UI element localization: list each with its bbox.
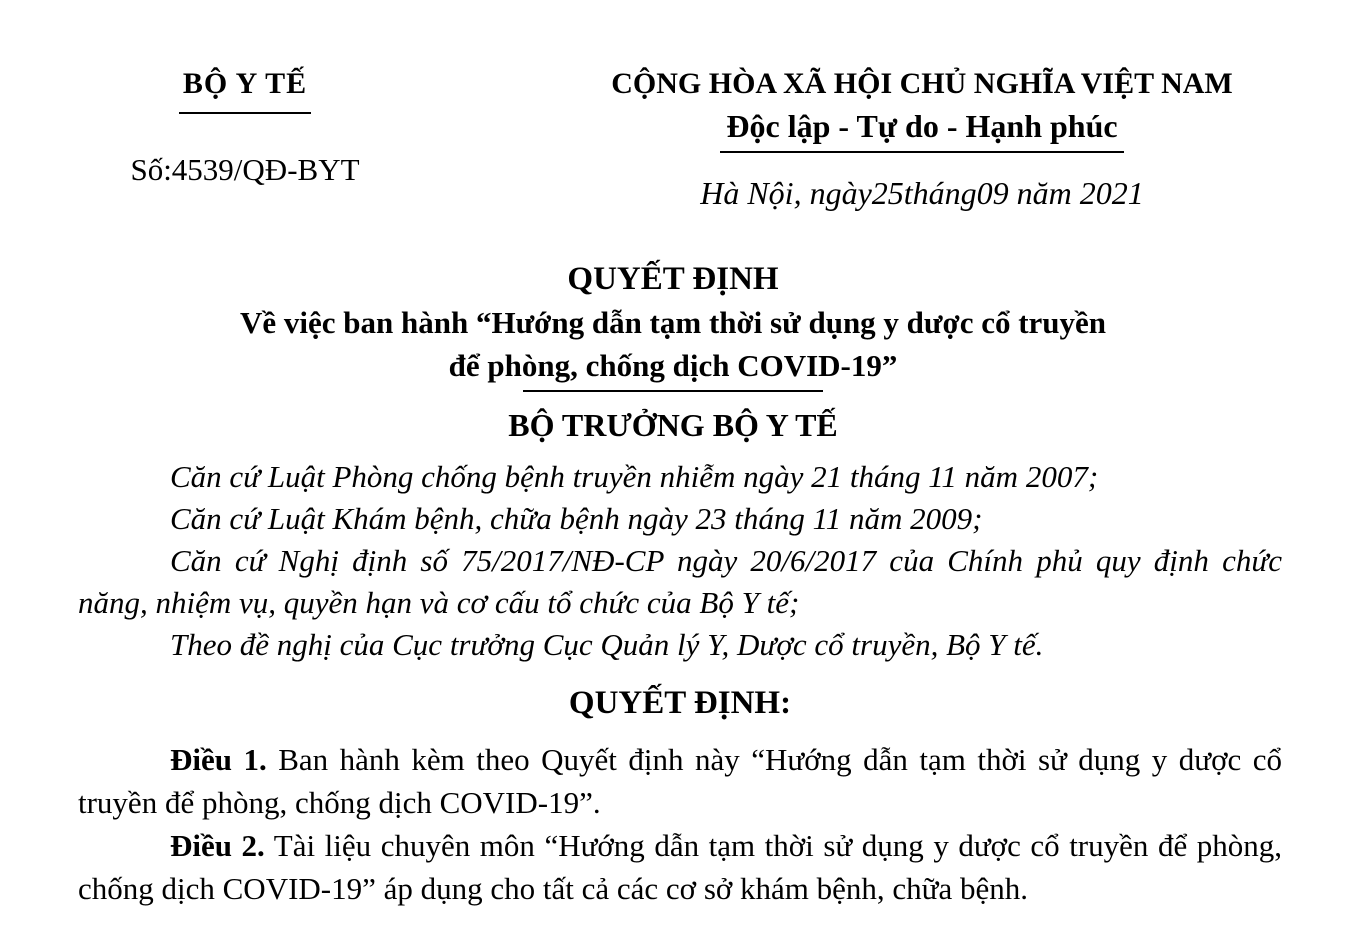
enactment-heading: QUYẾT ĐỊNH: <box>568 685 792 721</box>
decision-heading: QUYẾT ĐỊNH <box>567 261 779 297</box>
place-and-date: Hà Nội, ngày25tháng09 năm 2021 <box>700 175 1144 211</box>
title-divider-rule <box>523 390 823 392</box>
national-header-block <box>490 64 1346 213</box>
preamble-paragraph-3: Căn cứ Nghị định số 75/2017/NĐ-CP ngày 20/6/2017 của Chính phủ quy định chức năng, nhiệm vụ, quyền hạn và cơ cấu tổ chức của Bộ Y tế; <box>78 543 1282 620</box>
article-2 <box>78 824 1282 910</box>
national-motto: Độc lập - Tự do - Hạnh phúc <box>720 106 1123 153</box>
decision-subtitle <box>0 301 1346 387</box>
ministry-name: BỘ Y TẾ <box>179 64 311 114</box>
motto-row <box>538 104 1306 153</box>
article-1-label: Điều 1. <box>170 742 267 777</box>
decision-subtitle-line1: Về việc ban hành “Hướng dẫn tạm thời sử dụng y dược cổ truyền <box>239 305 1107 340</box>
article-1-text: Ban hành kèm theo Quyết định này “Hướng dẫn tạm thời sử dụng y dược cổ truyền để phòng, chống dịch COVID-19”. <box>78 742 1283 820</box>
title-block <box>0 257 1346 447</box>
national-title: CỘNG HÒA XÃ HỘI CHỦ NGHĨA VIỆT NAM <box>611 67 1233 100</box>
preamble-section <box>78 456 1282 666</box>
articles-section <box>78 738 1282 910</box>
document-number: Số:4539/QĐ-BYT <box>130 152 360 187</box>
document-body <box>0 456 1346 910</box>
article-2-label: Điều 2. <box>170 828 265 863</box>
issuer-title: BỘ TRƯỞNG BỘ Y TẾ <box>508 407 838 443</box>
preamble-paragraph-4: Theo đề nghị của Cục trưởng Cục Quản lý Y, Dược cổ truyền, Bộ Y tế. <box>170 627 1044 662</box>
document-header <box>0 64 1346 213</box>
decision-subtitle-line2: để phòng, chống dịch COVID-19” <box>448 348 898 383</box>
article-2-text: Tài liệu chuyên môn “Hướng dẫn tạm thời sử dụng y dược cổ truyền để phòng, chống dịch COVID-19” áp dụng cho tất cả các cơ sở khám bệnh, chữa bệnh. <box>78 828 1283 906</box>
issuing-agency-block <box>0 64 490 190</box>
preamble-paragraph-2: Căn cứ Luật Khám bệnh, chữa bệnh ngày 23 tháng 11 năm 2009; <box>170 501 983 536</box>
article-1 <box>78 738 1282 824</box>
preamble-paragraph-1: Căn cứ Luật Phòng chống bệnh truyền nhiễm ngày 21 tháng 11 năm 2007; <box>170 459 1099 494</box>
